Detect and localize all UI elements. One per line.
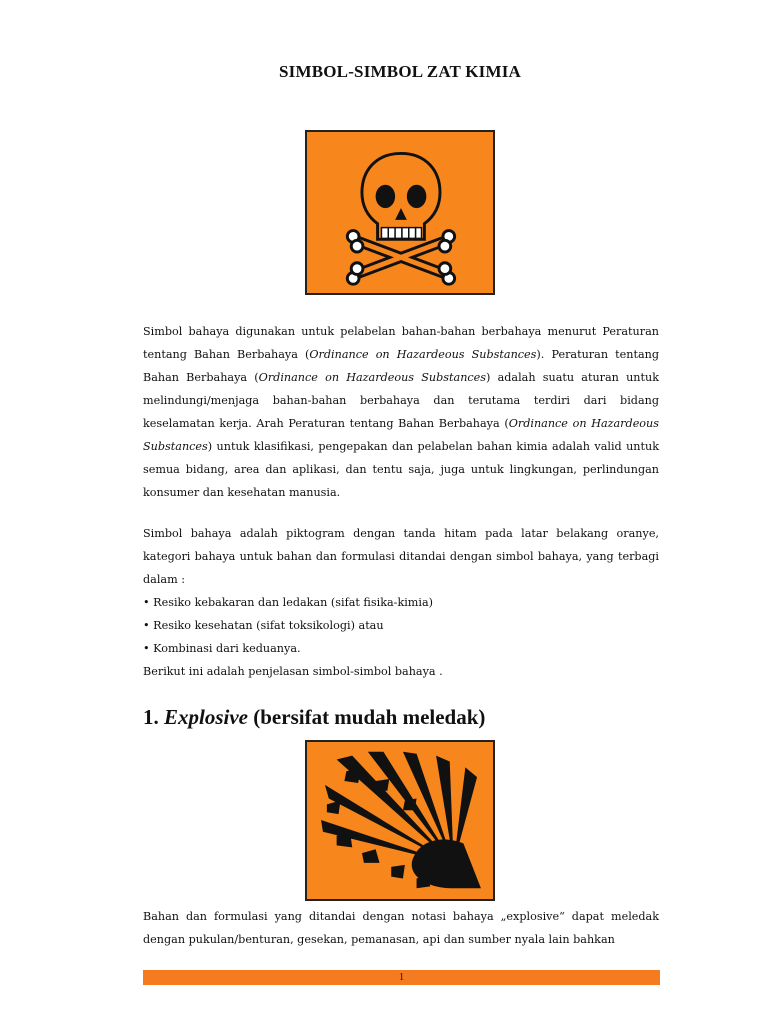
explosion-icon (307, 742, 493, 899)
paragraph-text: ) untuk klasifikasi, pengepakan dan pelabelan bahan kimia adalah valid untuk semua bidang, area dan aplikasi, dan tentu saja, juga untuk lingkungan, perlindungan konsumer dan kesehatan manusia. (143, 440, 659, 499)
explosion-hazard-icon (305, 740, 495, 901)
explosive-description: Bahan dan formulasi yang ditandai dengan notasi bahaya „explosive“ dapat meledak dengan pukulan/benturan, gesekan, pemanasan, api dan sumber nyala lain bahkan (143, 910, 659, 946)
intro-paragraph (143, 320, 659, 504)
emphasis-term: Ordinance on Hazardeous Substances (309, 348, 537, 361)
emphasis-term: Ordinance on Hazardeous Substances (143, 417, 659, 453)
page-number: 1 (398, 971, 405, 983)
section-heading (143, 705, 703, 730)
paragraph-text: Simbol bahaya adalah piktogram dengan tanda hitam pada latar belakang oranye, kategori bahaya untuk bahan dan formulasi ditandai dengan simbol bahaya, yang terbagi dalam : (143, 527, 659, 586)
list-item: • Resiko kebakaran dan ledakan (sifat fisika-kimia) (143, 596, 434, 609)
paragraph-text: Berikut ini adalah penjelasan simbol-simbol bahaya . (143, 665, 443, 678)
section-number: 1. (143, 705, 159, 729)
categories-paragraph (143, 522, 659, 683)
section-description: (bersifat mudah meledak) (253, 705, 486, 729)
skull-crossbones-hazard-icon (305, 130, 495, 295)
paragraph-text: ). Peraturan tentang Bahan Berbahaya ( (143, 348, 659, 384)
page-footer (143, 970, 660, 985)
page-title: SIMBOL-SIMBOL ZAT KIMIA (278, 62, 522, 81)
section-term: Explosive (164, 705, 248, 729)
list-item: • Resiko kesehatan (sifat toksikologi) atau (143, 619, 384, 632)
paragraph-text: Simbol bahaya digunakan untuk pelabelan bahan-bahan berbahaya menurut Peraturan tentang Bahan Berbahaya ( (143, 325, 659, 361)
emphasis-term: Ordinance on Hazardeous Substances (258, 371, 487, 384)
paragraph-text: ) adalah suatu aturan untuk melindungi/menjaga bahan-bahan berbahaya dan terutama terdiri dari bidang keselamatan kerja. Arah Peraturan tentang Bahan Berbahaya ( (143, 371, 659, 430)
list-item: • Kombinasi dari keduanya. (143, 642, 301, 655)
skull-crossbones-icon (307, 132, 493, 293)
